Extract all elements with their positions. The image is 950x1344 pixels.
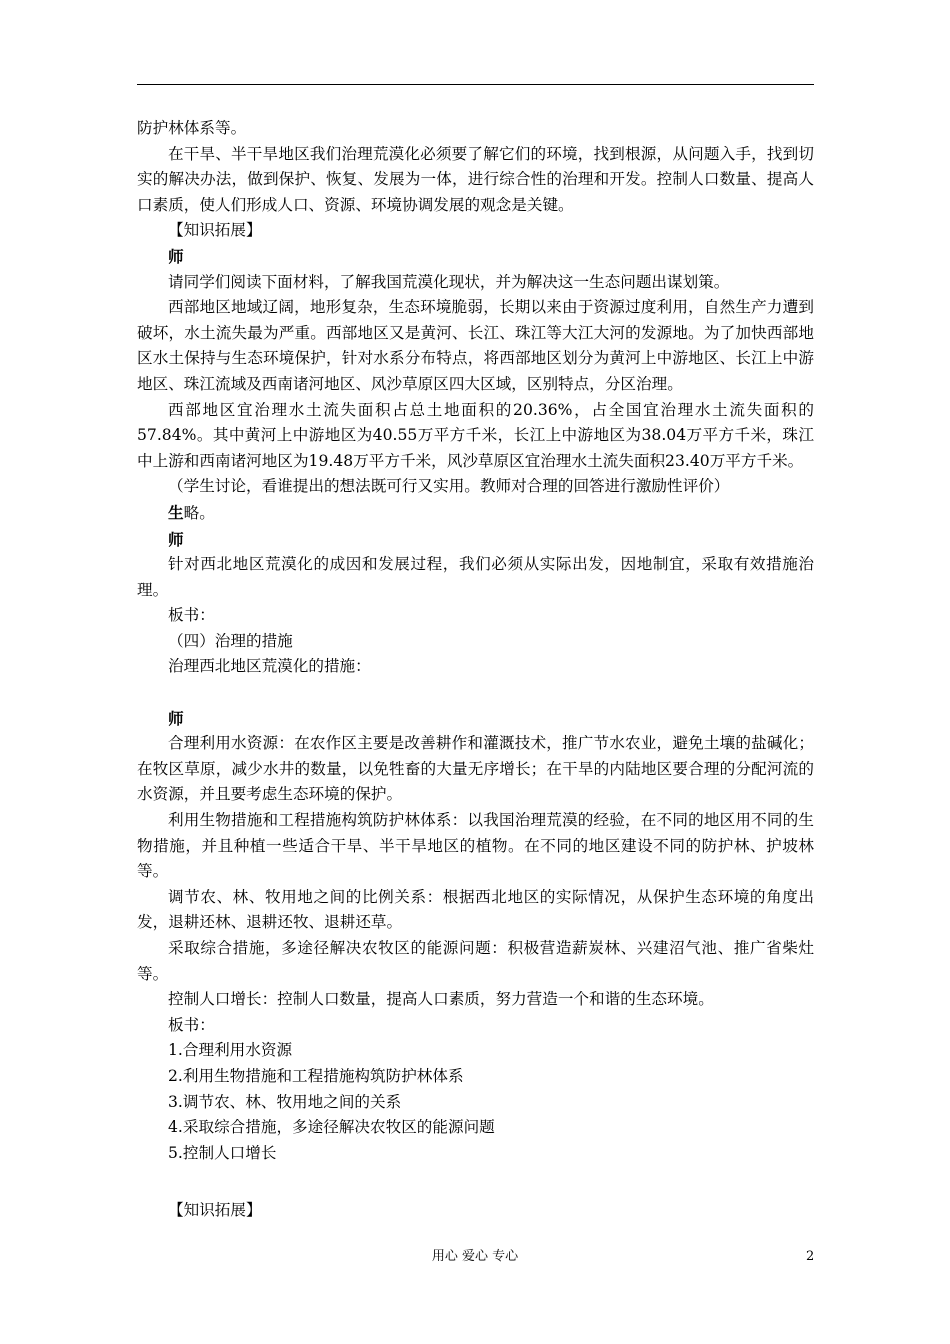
section-heading: 【知识拓展】: [168, 221, 262, 240]
student-response: 略。: [183, 503, 215, 522]
paragraph: 防护林体系等。: [137, 119, 247, 137]
student-line: [137, 500, 814, 527]
blank-line: [137, 680, 814, 706]
paragraph: 西部地区地域辽阔，地形复杂，生态环境脆弱，长期以来由于资源过度利用，自然生产力遭到破坏，水土流失最为严重。西部地区又是黄河、长江、珠江等大江大河的发源地。为了加快西部地区水土保持与生态环境保护，针对水系分布特点，将西部地区划分为黄河上中游地区、长江上中游地区、珠江流域及西南诸河地区、风沙草原区四大区域，区别特点，分区治理。: [137, 298, 814, 393]
subsection-heading: （四）治理的措施: [168, 631, 293, 650]
speaker-label-student: 生: [168, 502, 184, 522]
list-item: 5.控制人口增长: [168, 1143, 277, 1162]
paragraph: 控制人口增长：控制人口数量，提高人口素质，努力营造一个和谐的生态环境。: [168, 990, 714, 1009]
section-heading: 【知识拓展】: [168, 1201, 262, 1220]
paragraph: 利用生物措施和工程措施构筑防护林体系：以我国治理荒漠的经验，在不同的地区用不同的生物措施，并且种植一些适合干旱、半干旱地区的植物。在不同的地区建设不同的防护林、护坡林等。: [137, 811, 814, 881]
paragraph: 调节农、林、牧用地之间的比例关系：根据西北地区的实际情况，从保护生态环境的角度出发，退耕还林、退耕还牧、退耕还草。: [137, 887, 814, 932]
document-body: [137, 116, 814, 1224]
header-rule: [137, 84, 814, 85]
board-label: 板书：: [168, 606, 215, 625]
paragraph: 在干旱、半干旱地区我们治理荒漠化必须要了解它们的环境，找到根源，从问题入手，找到切实的解决办法，做到保护、恢复、发展为一体，进行综合性的治理和开发。控制人口数量、提高人口素质，使人们形成人口、资源、环境协调发展的观念是关键。: [137, 144, 814, 214]
list-item: 3.调节农、林、牧用地之间的关系: [168, 1092, 402, 1111]
blank-line: [137, 1166, 814, 1198]
paragraph: 针对西北地区荒漠化的成因和发展过程，我们必须从实际出发，因地制宜，采取有效措施治理。: [137, 555, 814, 599]
paragraph: 合理利用水资源：在农作区主要是改善耕作和灌溉技术，推广节水农业，避免土壤的盐碱化；在牧区草原，减少水井的数量，以免牲畜的大量无序增长；在干旱的内陆地区要合理的分配河流的水资源，并且要考虑生态环境的保护。: [137, 734, 814, 804]
paragraph: 请同学们阅读下面材料，了解我国荒漠化现状，并为解决这一生态问题出谋划策。: [168, 272, 730, 291]
paragraph: 西部地区宜治理水土流失面积占总土地面积的20.36%，占全国宜治理水土流失面积的57.84%。其中黄河上中游地区为40.55万平方千米，长江上中游地区为38.04万平方千米，珠江中上游和西南诸河地区为19.48万平方千米，风沙草原区宜治理水土流失面积23.40万平方千米。: [137, 400, 814, 470]
board-label: 板书：: [168, 1015, 215, 1034]
speaker-label-teacher: 师: [168, 529, 184, 549]
measures-intro: 治理西北地区荒漠化的措施：: [168, 657, 371, 676]
paragraph: 采取综合措施，多途径解决农牧区的能源问题：积极营造薪炭林、兴建沼气池、推广省柴灶等。: [137, 939, 814, 983]
speaker-label-teacher: 师: [168, 708, 184, 728]
list-item: 4.采取综合措施，多途径解决农牧区的能源问题: [168, 1118, 495, 1137]
footer-slogan: 用心 爱心 专心: [431, 1249, 519, 1264]
paragraph: （学生讨论，看谁提出的想法既可行又实用。教师对合理的回答进行激励性评价）: [168, 477, 730, 496]
speaker-label-teacher: 师: [168, 246, 184, 266]
list-item: 1.合理利用水资源: [168, 1041, 293, 1060]
page-number: 2: [806, 1249, 815, 1264]
list-item: 2.利用生物措施和工程措施构筑防护林体系: [168, 1066, 464, 1085]
